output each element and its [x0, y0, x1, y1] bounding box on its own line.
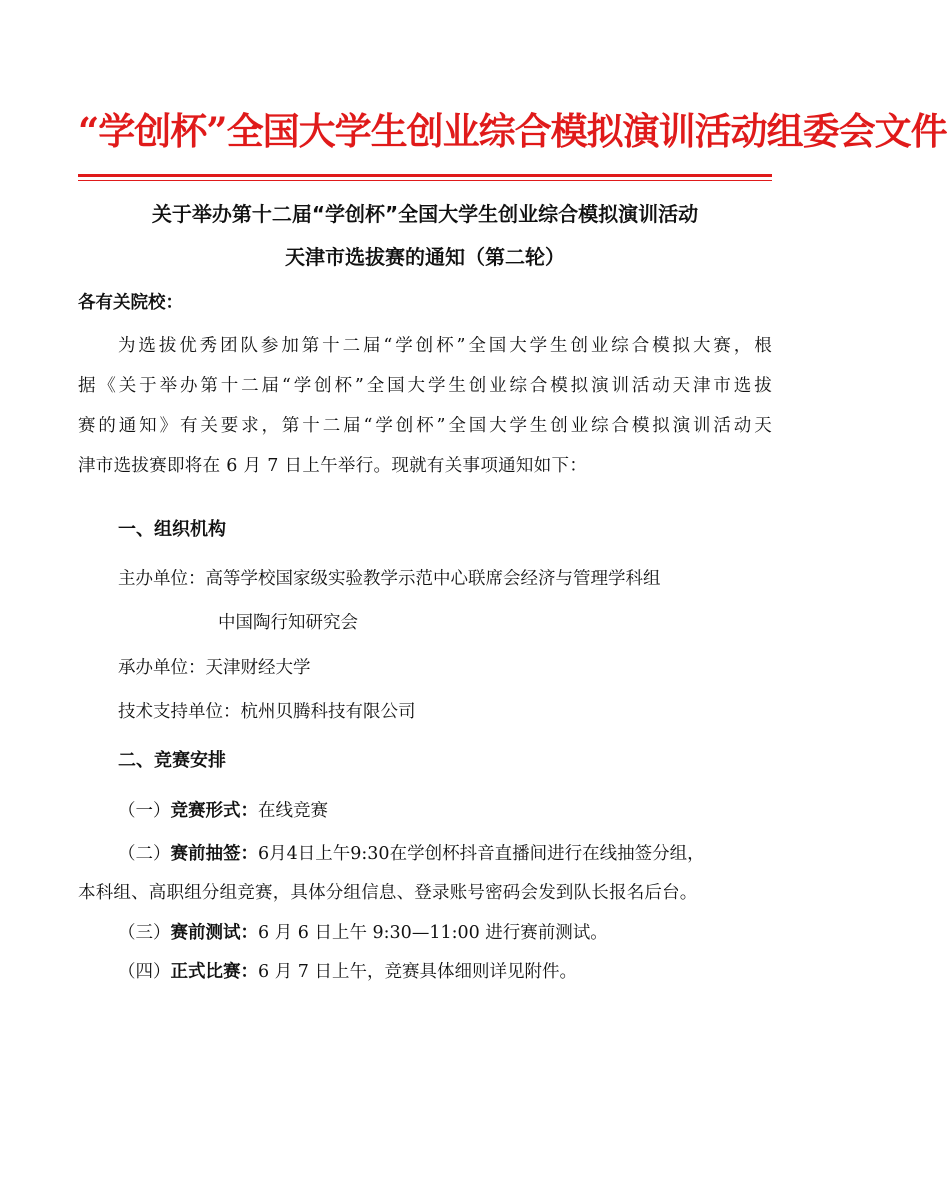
item-3-label: 赛前测试：	[170, 923, 258, 943]
organizer-label: 主办单位：	[118, 569, 206, 589]
header-divider-thin	[78, 180, 772, 181]
host-row: 承办单位：天津财经大学	[118, 658, 311, 678]
item-4-number: （四）	[118, 962, 171, 982]
arrangement-item-4	[118, 957, 577, 987]
section-heading-organization: 一、组织机构	[118, 519, 226, 540]
organizer-row	[118, 564, 661, 594]
arrangement-item-3	[118, 918, 608, 948]
item-2-number: （二）	[118, 844, 171, 864]
item-1-number: （一）	[118, 801, 171, 821]
item-2-text: 6月4日上午9:30在学创杯抖音直播间进行在线抽签分组，	[258, 844, 705, 864]
item-3-text: 6 月 6 日上午 9:30—11:00 进行赛前测试。	[258, 923, 608, 943]
intro-paragraph	[78, 326, 772, 486]
salutation: 各有关院校：	[78, 293, 183, 313]
intro-line-2: 据《关于举办第十二届“学创杯”全国大学生创业综合模拟演训活动天津市选拔	[78, 376, 772, 396]
document-title-line-2: 天津市选拔赛的通知（第二轮）	[285, 245, 565, 269]
item-1-label: 竞赛形式：	[170, 801, 258, 821]
arrangement-item-2	[118, 839, 705, 869]
item-2-label: 赛前抽签：	[170, 844, 258, 864]
item-4-text: 6 月 7 日上午，竞赛具体细则详见附件。	[258, 962, 577, 982]
intro-line-1: 为选拔优秀团队参加第十二届“学创杯”全国大学生创业综合模拟大赛，根	[118, 336, 772, 356]
item-1-text: 在线竞赛	[258, 801, 328, 821]
intro-line-4: 津市选拔赛即将在 6 月 7 日上午举行。现就有关事项通知如下：	[78, 456, 588, 476]
arrangement-item-1	[118, 796, 328, 826]
intro-line-3: 赛的通知》有关要求，第十二届“学创杯”全国大学生创业综合模拟演训活动天	[78, 416, 772, 436]
section-heading-arrangement: 二、竞赛安排	[118, 750, 226, 771]
tech-support-row: 技术支持单位：杭州贝腾科技有限公司	[118, 702, 416, 722]
header-divider-thick	[78, 174, 772, 177]
organizer-name-2: 中国陶行知研究会	[218, 613, 358, 633]
item-3-number: （三）	[118, 923, 171, 943]
organizer-name-1: 高等学校国家级实验教学示范中心联席会经济与管理学科组	[205, 569, 661, 589]
arrangement-item-2-continued: 本科组、高职组分组竞赛，具体分组信息、登录账号密码会发到队长报名后台。	[78, 883, 698, 903]
item-4-label: 正式比赛：	[170, 962, 258, 982]
document-title-line-1: 关于举办第十二届“学创杯”全国大学生创业综合模拟演训活动	[151, 202, 699, 226]
document-red-header: “学创杯”全国大学生创业综合模拟演训活动组委会文件	[78, 109, 947, 153]
